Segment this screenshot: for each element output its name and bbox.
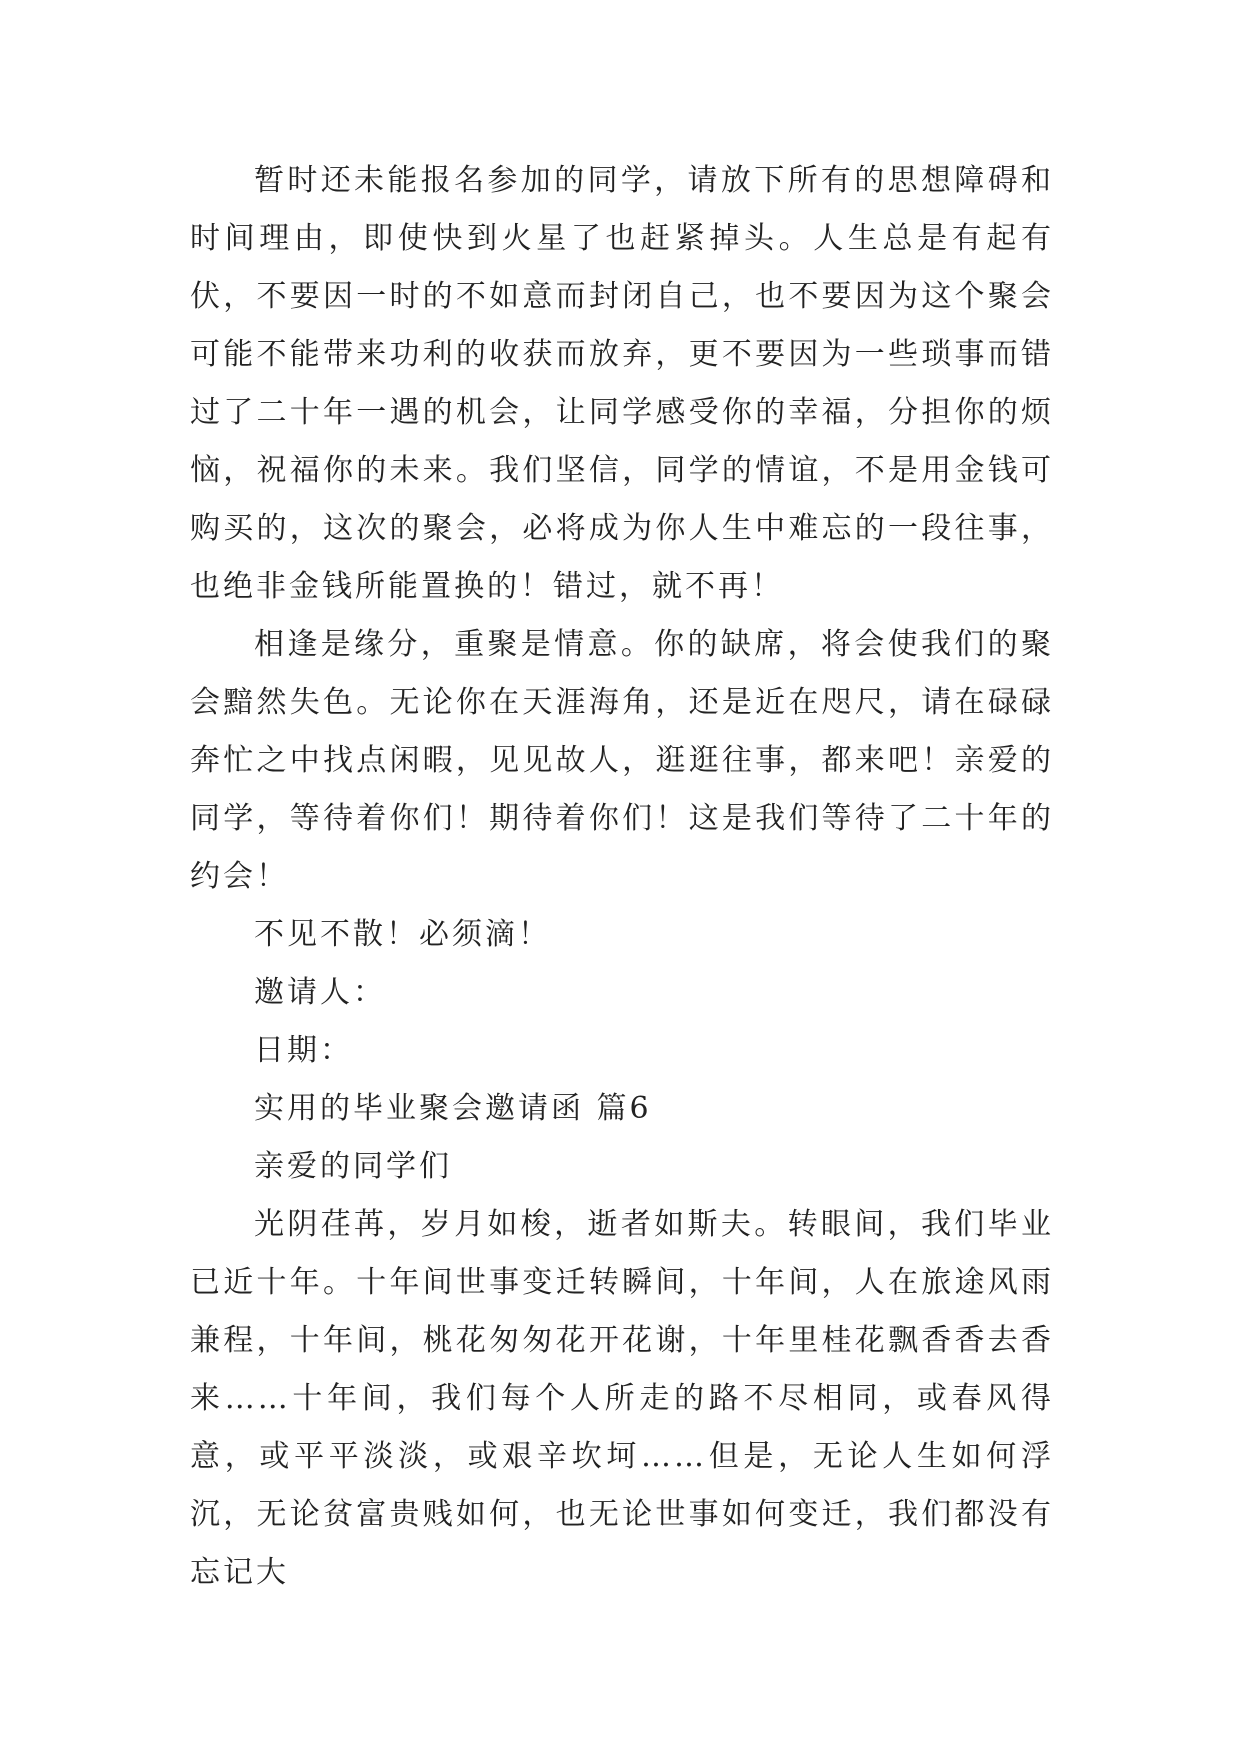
section-heading: 实用的毕业聚会邀请函 篇6 [254, 1091, 652, 1126]
paragraph-see-you: 不见不散！必须滴！ [254, 917, 551, 952]
paragraph-ten-years: 光阴荏苒，岁月如梭，逝者如斯夫。转眼间，我们毕业已近十年。十年间世事变迁转瞬间，十年间，人在旅途风雨兼程，十年间，桃花匆匆花开花谢，十年里桂花飘香香去香来……十年间，我们每个人所走的路不尽相同，或春风得意，或平平淡淡，或艰辛坎坷……但是，无论人生如何浮沉，无论贫富贵贱如何，也无论世事如何变迁，我们都没有忘记大 [190, 1207, 1054, 1590]
inviter-line: 邀请人： [254, 975, 386, 1010]
document-body [190, 152, 1054, 1602]
salutation: 亲爱的同学们 [254, 1149, 452, 1184]
date-line: 日期： [254, 1033, 353, 1068]
paragraph-reunion-meaning: 相逢是缘分，重聚是情意。你的缺席，将会使我们的聚会黯然失色。无论你在天涯海角，还是近在咫尺，请在碌碌奔忙之中找点闲暇，见见故人，逛逛往事，都来吧！亲爱的同学，等待着你们！期待着你们！这是我们等待了二十年的约会！ [190, 627, 1054, 894]
paragraph-absent-classmates: 暂时还未能报名参加的同学，请放下所有的思想障碍和时间理由，即使快到火星了也赶紧掉头。人生总是有起有伏，不要因一时的不如意而封闭自己，也不要因为这个聚会可能不能带来功利的收获而放弃，更不要因为一些琐事而错过了二十年一遇的机会，让同学感受你的幸福，分担你的烦恼，祝福你的未来。我们坚信，同学的情谊，不是用金钱可购买的，这次的聚会，必将成为你人生中难忘的一段往事，也绝非金钱所能置换的！错过，就不再！ [190, 163, 1054, 604]
